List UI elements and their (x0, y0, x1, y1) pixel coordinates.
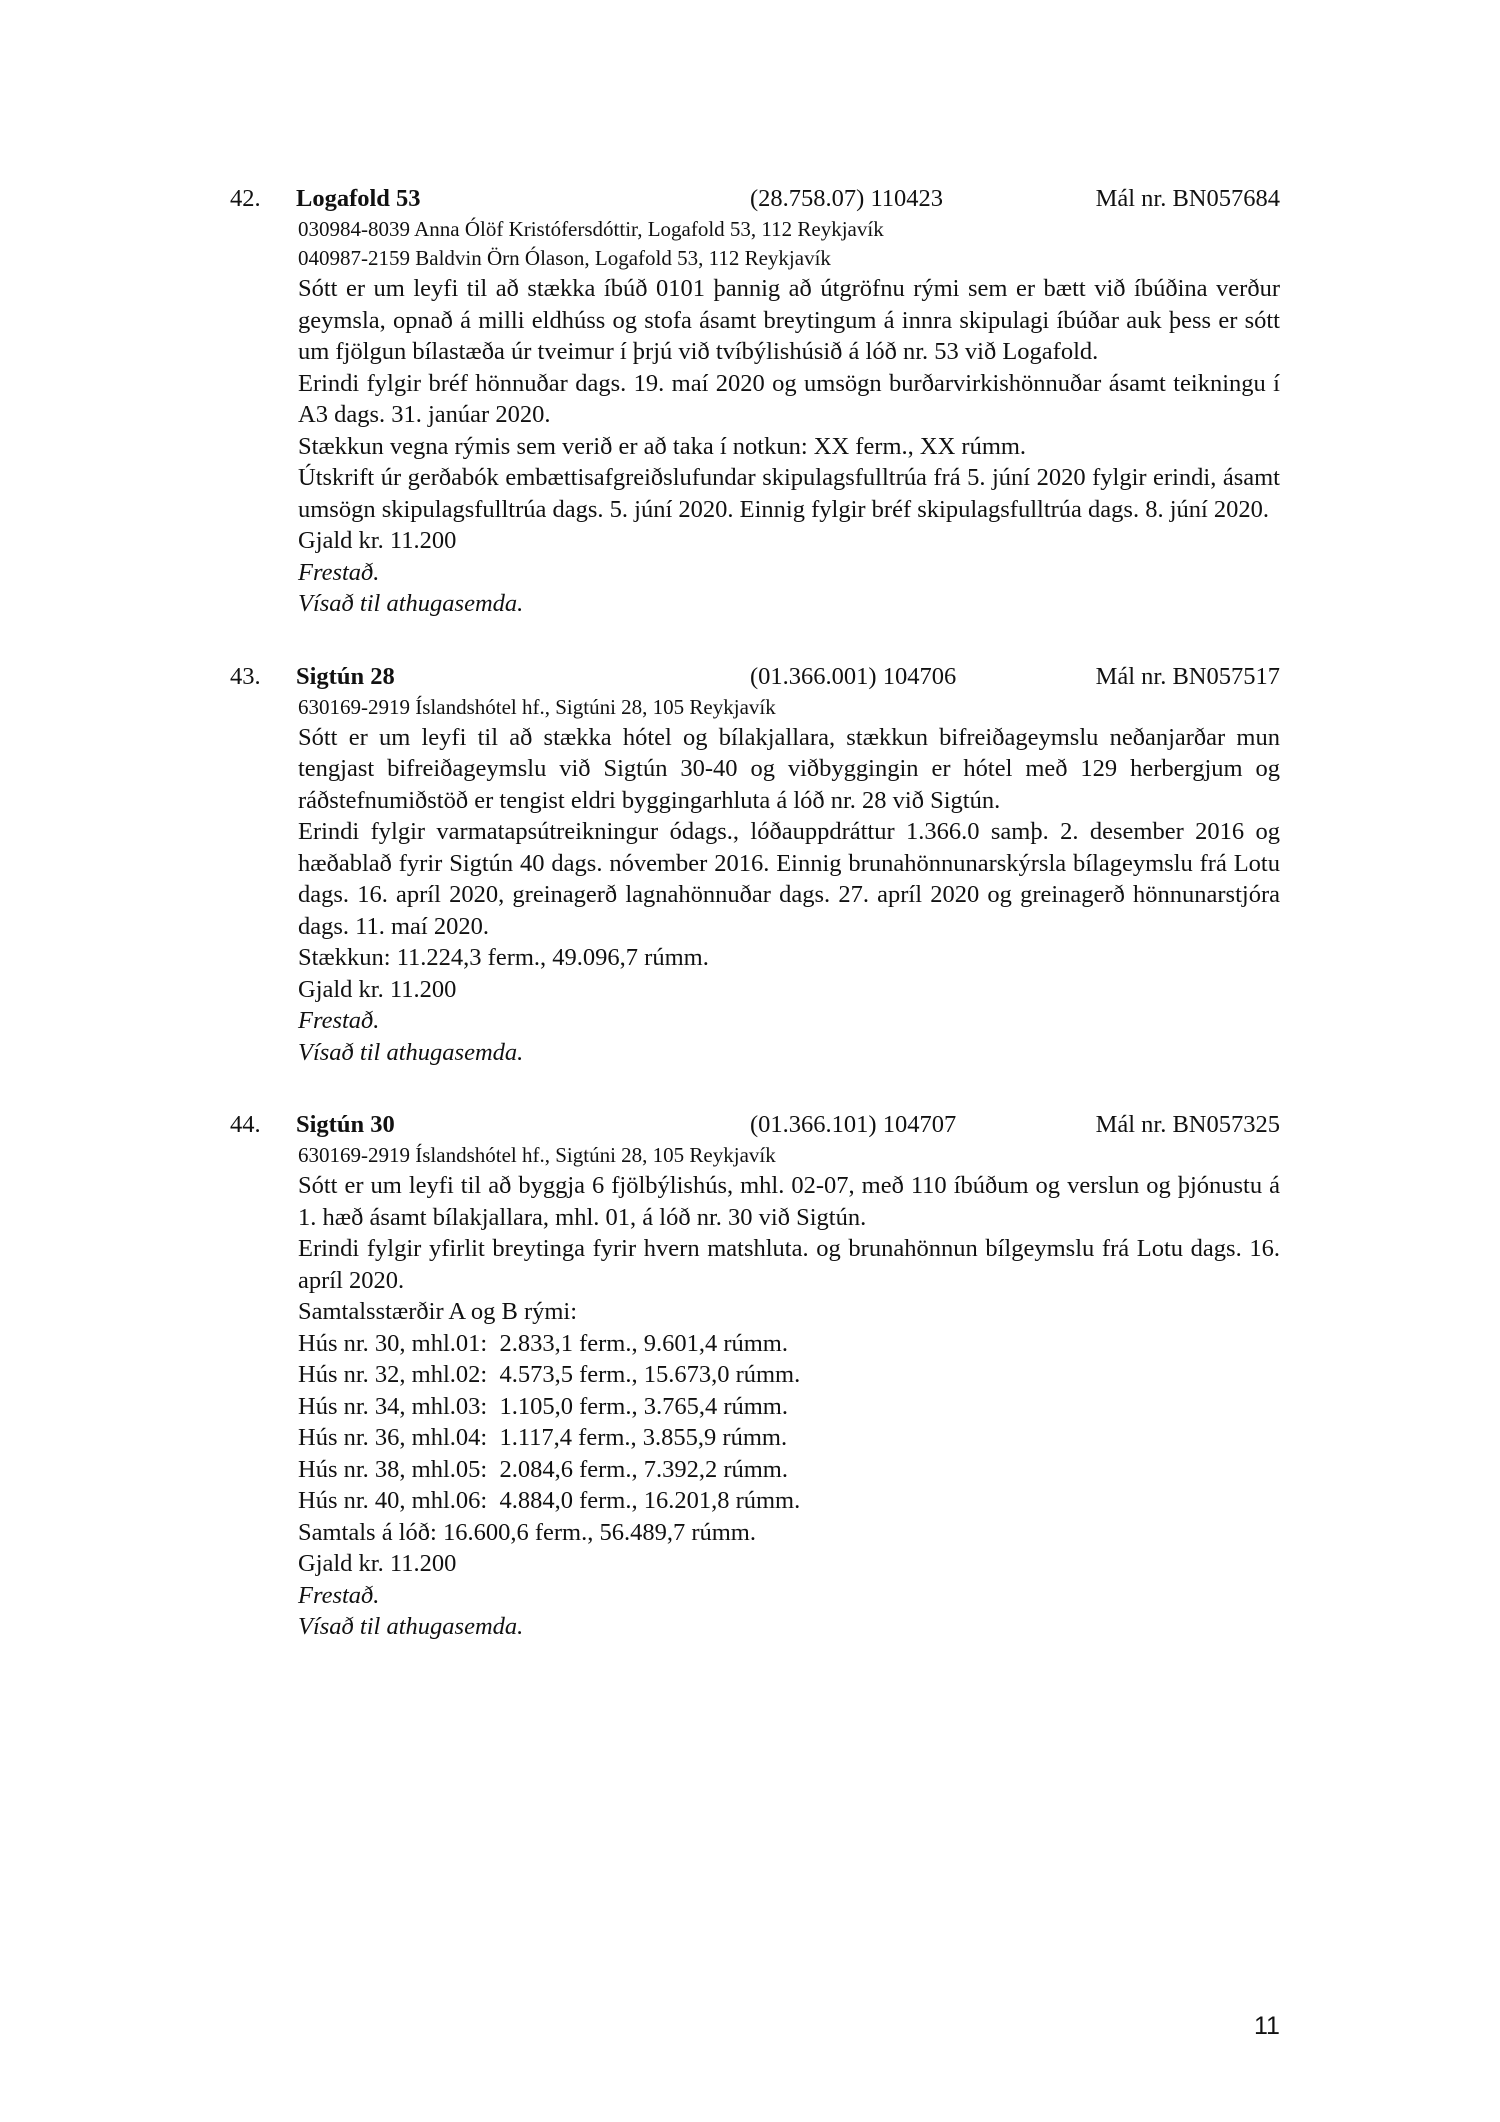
case-number: Mál nr. BN057684 (1095, 185, 1280, 212)
paragraph: Erindi fylgir varmatapsútreikningur ódags., lóðauppdráttur 1.366.0 samþ. 2. desember 2016 og hæðablað fyrir Sigtún 40 dags. nóvember 2016. Einnig brunahönnunarskýrsla bílageymslu frá Lotu dags. 16. apríl 2020, greinagerð lagnahönnuðar dags. 27. apríl 2020 og greinagerð hönnunarstjóra dags. 11. maí 2020. (298, 818, 1280, 940)
owner-line: 030984-8039 Anna Ólöf Kristófersdóttir, Logafold 53, 112 Reykjavík (298, 217, 884, 241)
lot-number: (28.758.07) 110423 (750, 185, 944, 212)
case-number: Mál nr. BN057517 (1095, 662, 1280, 690)
area-line: Hús nr. 36, mhl.04: 1.117,4 ferm., 3.855,9 rúmm. (298, 1424, 788, 1451)
owner-line: 630169-2919 Íslandshótel hf., Sigtúni 28, 105 Reykjavík (298, 694, 776, 719)
item-address: Sigtún 28 (296, 662, 395, 690)
page-number: 11 (1254, 2012, 1280, 2040)
status: Frestað. (298, 558, 380, 586)
case-number: Mál nr. BN057325 (1095, 1111, 1280, 1138)
status: Frestað. (298, 1581, 380, 1609)
area-line: Hús nr. 32, mhl.02: 4.573,5 ferm., 15.673,0 rúmm. (298, 1361, 801, 1388)
paragraph: Stækkun: 11.224,3 ferm., 49.096,7 rúmm. (298, 944, 709, 971)
area-line: Hús nr. 38, mhl.05: 2.084,6 ferm., 7.392,2 rúmm. (298, 1455, 788, 1483)
paragraph: Sótt er um leyfi til að stækka íbúð 0101 þannig að útgröfnu rými sem er bætt við íbúðina verður geymsla, opnað á milli eldhúss og stofa ásamt breytingum á innra skipulagi íbúðar auk þess er sótt um fjölgun bílastæða úr tveimur í þrjú við tvíbýlishúsið á lóð nr. 53 við Logafold. (298, 275, 1280, 365)
fee: Gjald kr. 11.200 (298, 975, 457, 1003)
owner-line: 040987-2159 Baldvin Örn Ólason, Logafold 53, 112 Reykjavík (298, 246, 831, 270)
case-item (230, 182, 1280, 620)
owner-line: 630169-2919 Íslandshótel hf., Sigtúni 28, 105 Reykjavík (298, 1143, 776, 1167)
paragraph: Sótt er um leyfi til að byggja 6 fjölbýlishús, mhl. 02-07, með 110 íbúðum og verslun og þjónustu á 1. hæð ásamt bílakjallara, mhl. 01, á lóð nr. 30 við Sigtún. (298, 1172, 1280, 1231)
status: Frestað. (298, 1007, 380, 1034)
document-page (230, 182, 1280, 1683)
fee: Gjald kr. 11.200 (298, 527, 457, 554)
paragraph: Stækkun vegna rýmis sem verið er að taka í notkun: XX ferm., XX rúmm. (298, 432, 1027, 460)
paragraph: Samtalsstærðir A og B rými: (298, 1298, 578, 1325)
case-header (230, 1108, 1280, 1141)
case-body (298, 693, 1280, 1069)
item-number: 42. (230, 185, 261, 212)
lot-number: (01.366.001) 104706 (750, 662, 957, 690)
paragraph: Útskrift úr gerðabók embættisafgreiðslufundar skipulagsfulltrúa frá 5. júní 2020 fylgir erindi, ásamt umsögn skipulagsfulltrúa dags. 5. júní 2020. Einnig fylgir bréf skipulagsfulltrúa dags. 8. júní 2020. (298, 464, 1280, 523)
fee: Gjald kr. 11.200 (298, 1550, 457, 1577)
area-total: Samtals á lóð: 16.600,6 ferm., 56.489,7 rúmm. (298, 1518, 756, 1546)
lot-number: (01.366.101) 104707 (750, 1111, 957, 1138)
item-number: 44. (230, 1111, 261, 1138)
item-address: Logafold 53 (296, 185, 421, 212)
area-line: Hús nr. 30, mhl.01: 2.833,1 ferm., 9.601,4 rúmm. (298, 1329, 788, 1357)
item-number: 43. (230, 662, 261, 690)
referral: Vísað til athugasemda. (298, 1038, 524, 1066)
paragraph: Erindi fylgir yfirlit breytinga fyrir hvern matshluta. og brunahönnun bílgeymslu frá Lotu dags. 16. apríl 2020. (298, 1235, 1280, 1294)
area-line: Hús nr. 40, mhl.06: 4.884,0 ferm., 16.201,8 rúmm. (298, 1487, 801, 1514)
case-body (298, 1141, 1280, 1643)
case-header (230, 660, 1280, 693)
referral: Vísað til athugasemda. (298, 590, 524, 617)
case-item (230, 660, 1280, 1069)
item-address: Sigtún 30 (296, 1111, 395, 1138)
case-item (230, 1108, 1280, 1643)
paragraph: Sótt er um leyfi til að stækka hótel og bílakjallara, stækkun bifreiðageymslu neðanjarðar mun tengjast bifreiðageymslu við Sigtún 30-40 og viðbyggingin er hótel með 129 herbergjum og ráðstefnumiðstöð er tengist eldri byggingarhluta á lóð nr. 28 við Sigtún. (298, 723, 1280, 814)
area-line: Hús nr. 34, mhl.03: 1.105,0 ferm., 3.765,4 rúmm. (298, 1392, 788, 1420)
case-body (298, 215, 1280, 620)
paragraph: Erindi fylgir bréf hönnuðar dags. 19. maí 2020 og umsögn burðarvirkishönnuðar ásamt teikningu í A3 dags. 31. janúar 2020. (298, 369, 1280, 428)
case-header (230, 182, 1280, 215)
referral: Vísað til athugasemda. (298, 1613, 524, 1640)
